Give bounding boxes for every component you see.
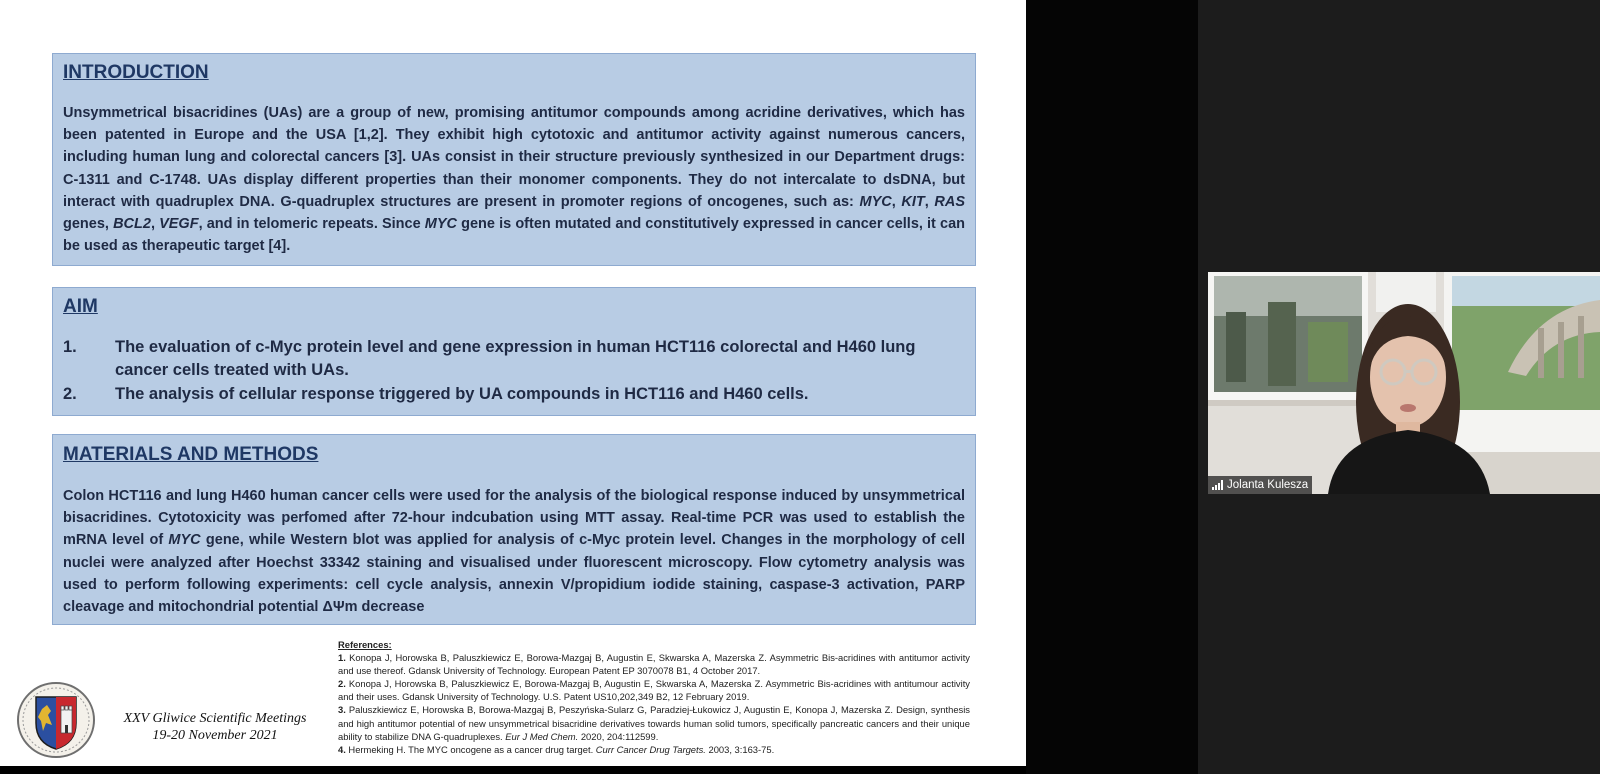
gliwice-coat-of-arms-logo bbox=[16, 681, 96, 759]
aim-title: AIM bbox=[63, 296, 98, 317]
aim-list bbox=[63, 336, 965, 407]
introduction-section bbox=[52, 53, 976, 266]
materials-methods-text bbox=[63, 485, 965, 618]
meeting-caption bbox=[110, 710, 320, 744]
signal-strength-icon bbox=[1212, 480, 1223, 490]
screen-share-margin bbox=[1026, 0, 1198, 774]
text-run: Unsymmetrical bisacridines (UAs) are a group of new, promising antitumor compounds among acridine derivatives, which has been patented in Europe and the USA [1,2]. They exhibit high cytotoxic and antitumor activity against numerous cancers, including human lung and colorectal cancers [3]. UAs consist in their structure previously synthesized in our Department drugs: C-1311 and C-1748. UAs display different properties than their monomer components. They do not intercalate to dsDNA, but interact with quadruplex DNA. G-quadruplex structures are present in promoter regions of oncogenes, such as: bbox=[63, 105, 965, 210]
text-run: 4. bbox=[338, 743, 346, 755]
participant-name: Jolanta Kulesza bbox=[1227, 479, 1309, 491]
introduction-title: INTRODUCTION bbox=[63, 62, 209, 83]
participant-video-tile[interactable] bbox=[1208, 272, 1600, 494]
aim-item-text: The evaluation of c-Myc protein level and gene expression in human HCT116 colorectal and H460 lung cancer cells treated with UAs. bbox=[115, 338, 916, 379]
text-run: MYC bbox=[859, 193, 892, 210]
text-run: gene, while Western blot was applied for analysis of c-Myc protein level. Changes in the morphology of cell nuclei were analyzed after Hoechst 33342 staining and visualised under fluorescent microscopy. Flow cytometry analysis was used to perform following experiments: cell cycle analysis, annexin V/propidium iodide staining, caspase-3 activation, PARP cleavage and mitochondrial potential ΔΨm decrease bbox=[63, 532, 965, 616]
reference-item bbox=[338, 743, 970, 756]
meeting-name: XXV Gliwice Scientific Meetings bbox=[123, 711, 307, 726]
text-run: KIT bbox=[901, 193, 925, 210]
text-run: MYC bbox=[168, 532, 201, 549]
text-run: VEGF bbox=[159, 216, 199, 233]
text-run: Curr Cancer Drug Targets. bbox=[595, 743, 706, 755]
materials-methods-title: MATERIALS AND METHODS bbox=[63, 444, 319, 465]
text-run: 2. bbox=[338, 678, 346, 690]
text-run: , bbox=[924, 193, 935, 210]
text-run: Hermeking H. The MYC oncogene as a cancer drug target. bbox=[345, 743, 596, 755]
references-heading: References: bbox=[338, 639, 392, 650]
text-run: , bbox=[891, 193, 902, 210]
text-run: Colon HCT116 and lung H460 human cancer cells were used for the analysis of the biological response induced by unsymmetrical bisacridines. Cytotoxicity was perfomed after 72-hour indcubation using MTT assay. Real-time PCR was used to establish the mRNA level of bbox=[63, 488, 965, 549]
reference-item bbox=[338, 651, 970, 677]
introduction-text bbox=[63, 102, 965, 257]
aim-item bbox=[63, 336, 965, 382]
materials-methods-section bbox=[52, 434, 976, 625]
reference-item bbox=[338, 677, 970, 703]
text-run: Konopa J, Horowska B, Paluszkiewicz E, Borowa-Mazgaj B, Augustin E, Skwarska A, Mazerska Z. Asymmetric Bis-acridines with antitumor activity and use thereof. Gdansk University of Technology. European Patent EP 3070078 B1, 4 October 2017. bbox=[338, 652, 970, 677]
aim-item-number: 1. bbox=[63, 338, 77, 356]
aim-item-text: The analysis of cellular response triggered by UA compounds in HCT116 and H460 cells. bbox=[115, 385, 809, 403]
participant-video-frame bbox=[1208, 272, 1600, 494]
text-run: genes, bbox=[63, 216, 114, 233]
text-run: Konopa J, Horowska B, Paluszkiewicz E, Borowa-Mazgaj B, Augustin E, Skwarska A, Mazerska Z. Asymmetric Bis-acridines with antitumour activity and their uses. Gdansk University of Technology. U.S. Patent US10,202,349 B2, 12 February 2019. bbox=[338, 678, 970, 703]
text-run: 2003, 3:163-75. bbox=[705, 743, 775, 755]
text-run: 1. bbox=[338, 652, 346, 664]
references bbox=[338, 638, 970, 756]
text-run: RAS bbox=[934, 193, 966, 210]
text-run: BCL2 bbox=[113, 216, 151, 233]
reference-item bbox=[338, 703, 970, 742]
text-run: gene is often mutated and constitutively expressed in cancer cells, it can be used as therapeutic target [4]. bbox=[63, 216, 965, 255]
text-run: , bbox=[150, 216, 160, 233]
meeting-dates: 19-20 November 2021 bbox=[152, 728, 278, 743]
text-run: Paluszkiewicz E, Horowska B, Borowa-Mazgaj B, Peszyńska-Sularz G, Paradziej-Łukowicz J, Augustin E, Konopa J, Mazerska Z. Design, synthesis and high antitumor potential of new unsymmetrical bisacridine derivatives towards human solid tumors, specifically pancreatic cancers and their unique ability to stabilize DNA G-quadruplexes. bbox=[338, 704, 970, 742]
aim-section bbox=[52, 287, 976, 416]
aim-item-number: 2. bbox=[63, 385, 77, 403]
text-run: Eur J Med Chem. bbox=[505, 730, 579, 742]
aim-item bbox=[63, 383, 965, 406]
participant-name-tag bbox=[1208, 476, 1312, 494]
text-run: MYC bbox=[424, 216, 458, 233]
text-run: 2020, 204:112599. bbox=[578, 730, 659, 742]
text-run: 3. bbox=[338, 704, 346, 716]
text-run: , and in telomeric repeats. Since bbox=[198, 216, 425, 233]
